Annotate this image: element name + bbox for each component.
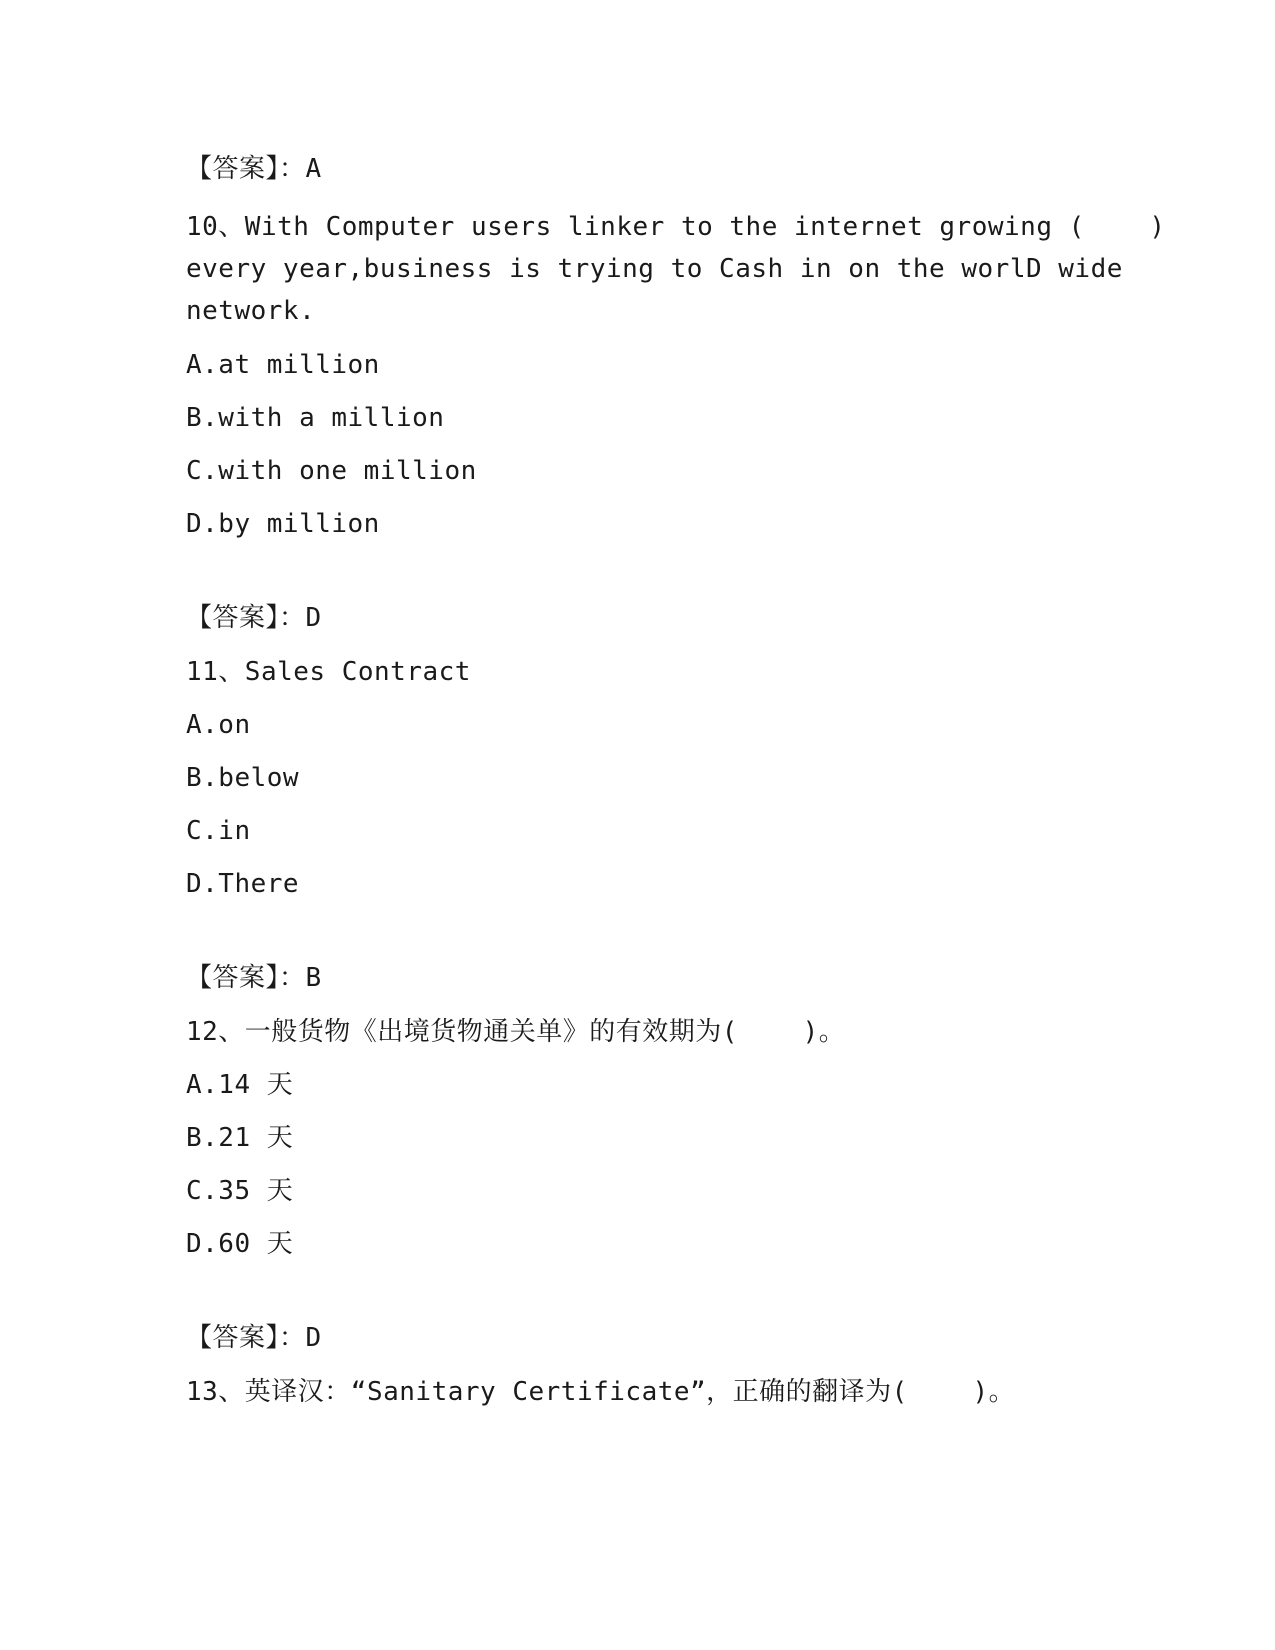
- question-12-option-c: C.35 天: [186, 1176, 294, 1206]
- question-10-option-d: D.by million: [186, 509, 380, 539]
- question-11-option-c: C.in: [186, 816, 251, 846]
- question-10-option-c: C.with one million: [186, 456, 477, 486]
- question-11-option-a: A.on: [186, 710, 251, 740]
- question-10-line-1: 10、With Computer users linker to the internet growing ( ): [186, 212, 1166, 242]
- question-12-option-a: A.14 天: [186, 1070, 294, 1100]
- answer-q11: 【答案】：B: [186, 963, 322, 993]
- question-10-option-a: A.at million: [186, 350, 380, 380]
- answer-q10: 【答案】：D: [186, 603, 322, 633]
- answer-q12: 【答案】：D: [186, 1323, 322, 1353]
- question-10-line-2: every year,business is trying to Cash in on the worlD wide: [186, 254, 1123, 284]
- question-12-option-b: B.21 天: [186, 1123, 294, 1153]
- question-12-option-d: D.60 天: [186, 1229, 294, 1259]
- question-11-stem: 11、Sales Contract: [186, 657, 471, 687]
- question-10-line-3: network.: [186, 296, 316, 326]
- question-13-stem: 13、英译汉：“Sanitary Certificate”，正确的翻译为( )。: [186, 1377, 1016, 1407]
- answer-q9: 【答案】：A: [186, 154, 322, 184]
- question-11-option-d: D.There: [186, 869, 300, 899]
- question-12-stem: 12、一般货物《出境货物通关单》的有效期为( )。: [186, 1017, 846, 1047]
- question-11-option-b: B.below: [186, 763, 300, 793]
- question-10-option-b: B.with a million: [186, 403, 445, 433]
